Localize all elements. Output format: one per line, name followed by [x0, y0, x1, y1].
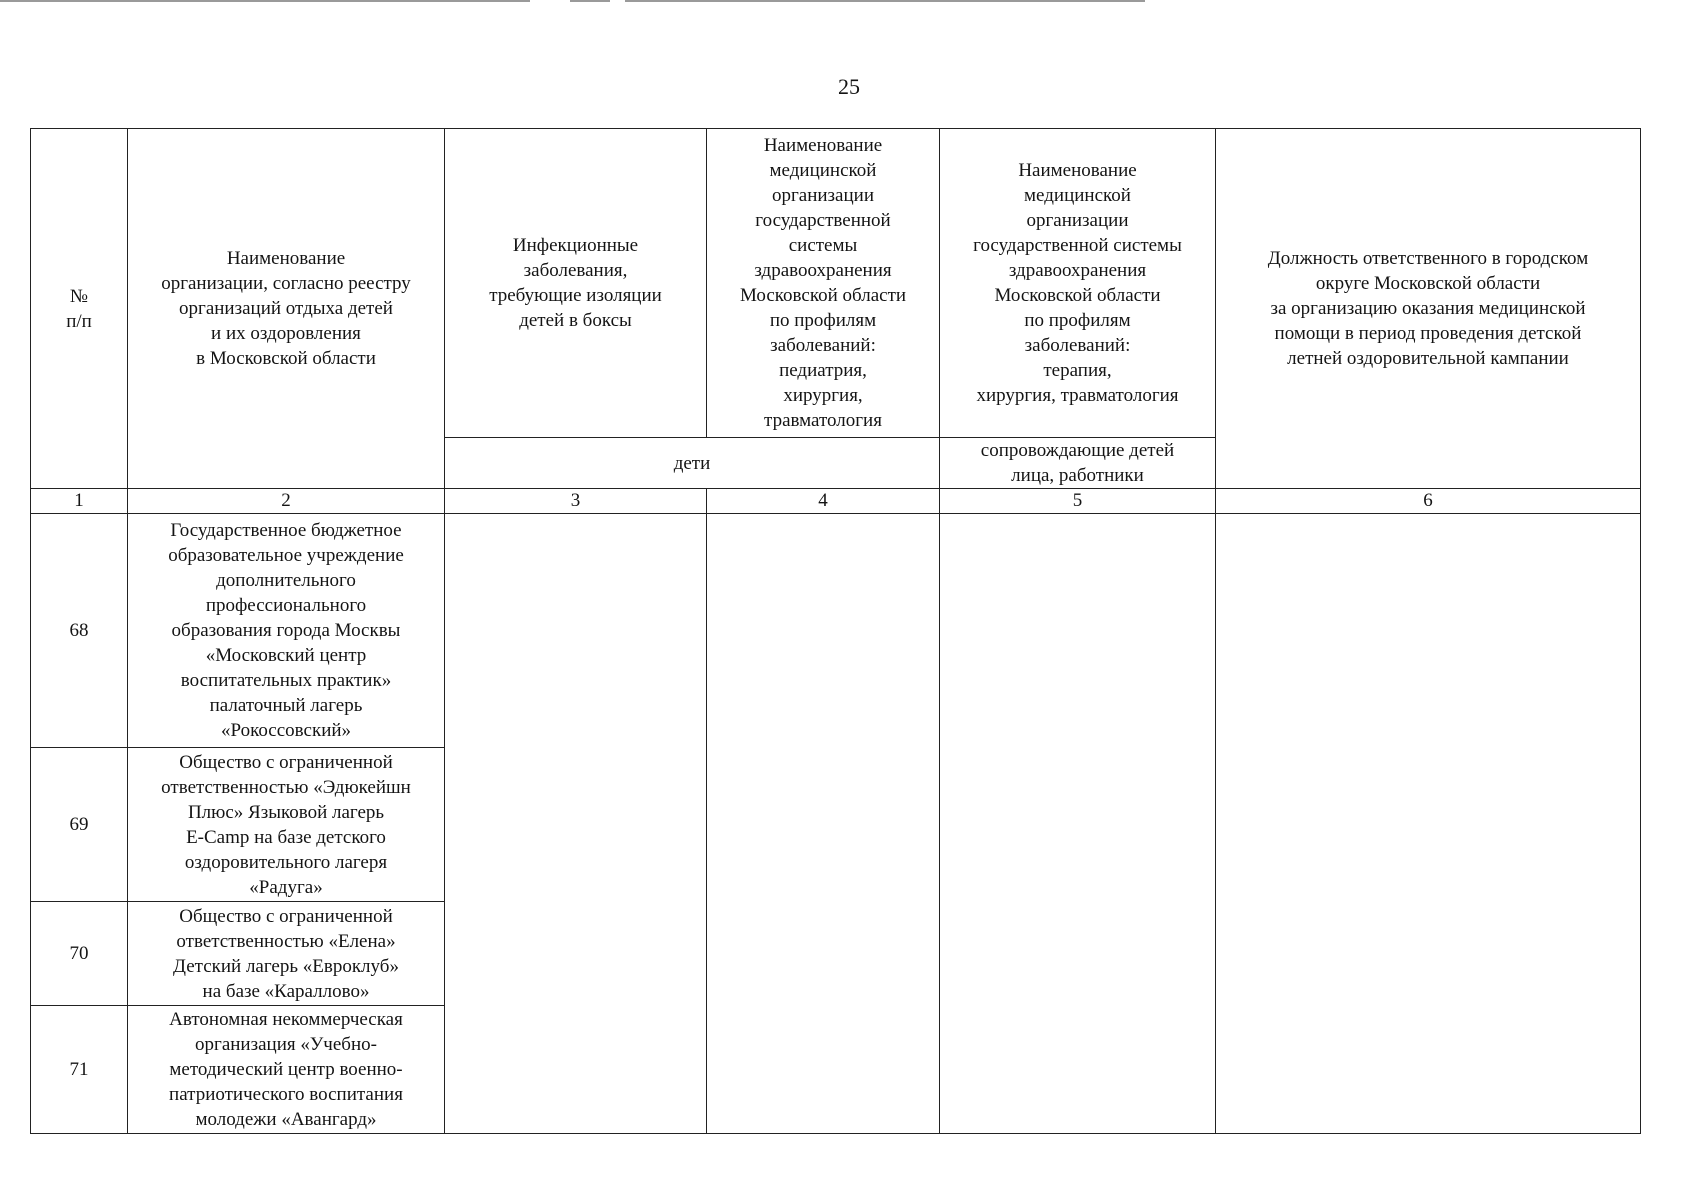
row-number: 69 [31, 748, 128, 902]
organization-name: Общество с ограниченной ответственностью «Эдюкейшн Плюс» Языковой лагерь E-Camp на базе детского оздоровительного лагеря «Радуга» [128, 748, 445, 902]
subheader-accompanying: сопровождающие детей лица, работники [940, 438, 1216, 489]
column-number-row [31, 489, 1641, 514]
header-row [31, 129, 1641, 438]
row-number: 68 [31, 514, 128, 748]
subheader-children: дети [445, 438, 940, 489]
organization-name: Государственное бюджетное образовательное учреждение дополнительного профессионального образования города Москвы «Московский центр воспитательных практик» палаточный лагерь «Рокоссовский» [128, 514, 445, 748]
responsible-cell [1216, 514, 1641, 1134]
scan-edge-line [625, 0, 1145, 2]
column-number: 4 [707, 489, 940, 514]
organizations-table [30, 128, 1641, 1134]
med-org-adults-cell [940, 514, 1216, 1134]
row-number: 71 [31, 1006, 128, 1134]
table-row [31, 514, 1641, 748]
row-number: 70 [31, 902, 128, 1006]
header-responsible: Должность ответственного в городском округе Московской области за организацию оказания медицинской помощи в период проведения детской летней оздоровительной кампании [1216, 129, 1641, 489]
med-org-children-cell [707, 514, 940, 1134]
column-number: 1 [31, 489, 128, 514]
header-med-org-adults: Наименование медицинской организации государственной системы здравоохранения Московской области по профилям заболеваний: терапия, хирургия, травматология [940, 129, 1216, 438]
scan-edge-line [570, 0, 610, 2]
column-number: 5 [940, 489, 1216, 514]
organization-name: Автономная некоммерческая организация «Учебно- методический центр военно- патриотического воспитания молодежи «Авангард» [128, 1006, 445, 1134]
page-number: 25 [838, 74, 860, 99]
column-number: 3 [445, 489, 707, 514]
column-number: 2 [128, 489, 445, 514]
header-med-org-children: Наименование медицинской организации государственной системы здравоохранения Московской области по профилям заболеваний: педиатрия, хирургия, травматология [707, 129, 940, 438]
scan-edge-line [0, 0, 530, 2]
header-organization: Наименование организации, согласно реестру организаций отдыха детей и их оздоровления в Московской области [128, 129, 445, 489]
infections-cell [445, 514, 707, 1134]
column-number: 6 [1216, 489, 1641, 514]
header-num: № п/п [31, 129, 128, 489]
organization-name: Общество с ограниченной ответственностью «Елена» Детский лагерь «Евроклуб» на базе «Караллово» [128, 902, 445, 1006]
header-infections: Инфекционные заболевания, требующие изоляции детей в боксы [445, 129, 707, 438]
